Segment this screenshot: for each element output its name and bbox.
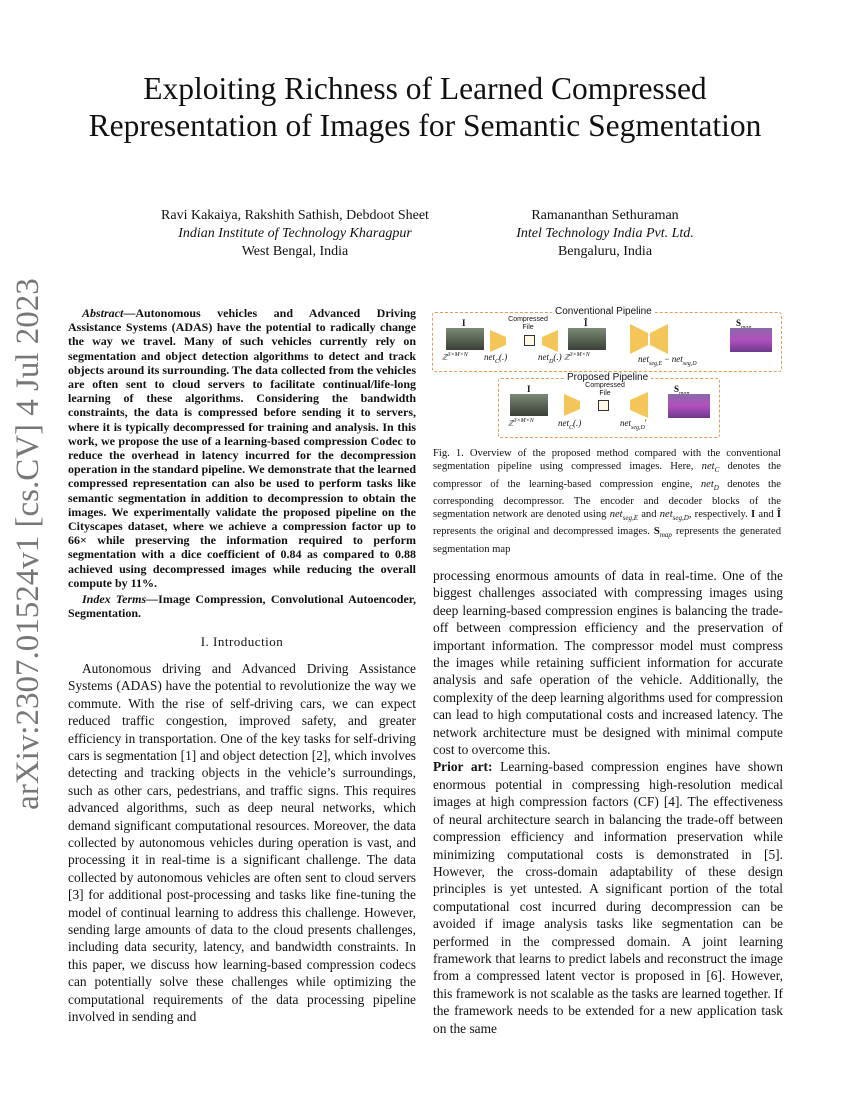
figure-caption: Fig. 1. Overview of the proposed method compared with the conventional segmentation pipeline using compressed images. Here, net$_C$ denotes the compressor of the learning-based compression engine, net$_D$ denotes the corresponding decompressor. The encoder and decoder blocks of the segmentation network are denoted using net$_{seg,E}$ and net$_{seg,D}$, respectively. I and Î represents the original and decompressed images. $S_{map}$ represents the generated segmentation map (433, 448, 781, 555)
proposed-seg-decoder-block (630, 392, 648, 418)
intro-paragraph: Autonomous driving and Advanced Driving Assistance Systems (ADAS) have the potential to revolutionize the way we commute. With the rise of self-driving cars, we can expect reduced traffic congestion, improved safety, and greater efficiency in transportation. One of the key tasks for self-driving cars is segmentation [1] and object detection [2], which involves detecting and tracking objects in the vehicle’s surroundings, such as other cars, pedestrians, and traffic signs. This requires advanced algorithms, such as deep neural networks, which demand significant computational resources. Moreover, the data collected by autonomous vehicles during operation is vast, and processing it in real-time is a significant challenge. The data collected by autonomous vehicles are often sent to cloud servers [3] for additional post-processing and tasks like fine-tuning the model of continual learning to address this challenge. However, sending large amounts of data to the cloud presents challenges, including data security, latency, and bandwidth constraints. In this paper, we discuss how learning-based compression codecs can potentially solve these challenges while optimizing the computational requirements of the data processing pipeline involved in sending and (68, 660, 416, 1024)
proposed-pipeline-label: Proposed Pipeline (564, 372, 651, 383)
compressed-file-box (524, 335, 535, 346)
input-domain (442, 352, 468, 362)
index-terms-label: Index Terms (82, 592, 147, 607)
seg-encoder-block (630, 324, 648, 354)
arxiv-sidebar-stamp: arXiv:2307.01524v1 [cs.CV] 4 Jul 2023 (10, 278, 46, 810)
net-c-label: net$_C$(.) (484, 352, 508, 365)
author-affiliation: Indian Institute of Technology Kharagpur (178, 226, 412, 241)
proposed-compressed-file-label: Compressed File (585, 382, 625, 397)
prior-art-paragraph (433, 758, 783, 1037)
caption-prefix: Fig. 1. (433, 448, 464, 459)
proposed-input-image (510, 394, 548, 416)
net-d-label: net$_D$(.) (538, 352, 562, 365)
proposed-compressed-file-box (598, 400, 609, 411)
input-image (446, 328, 484, 350)
section-heading: I. Introduction (200, 634, 284, 650)
segmap-label: S (736, 318, 742, 328)
net-d-block (542, 330, 558, 352)
domain-symbol: ℤ (442, 352, 448, 362)
author-names: Ravi Kakaiya, Rakshith Sathish, Debdoot Sheet (161, 208, 429, 223)
net-c-block (490, 330, 506, 352)
author-location: West Bengal, India (241, 244, 349, 259)
decompressed-image (568, 328, 606, 350)
proposed-segmap-image (668, 394, 710, 418)
paper-title: Exploiting Richness of Learned Compressed Representation of Images for Semantic Segmentation (88, 71, 762, 143)
abstract (68, 306, 416, 590)
author-affiliation: Intel Technology India Pvt. Ltd. (516, 226, 694, 241)
proposed-net-c-label: net$_C$(.) (558, 418, 582, 431)
proposed-net-seg-label: net$_{seg,D}$′ (620, 418, 647, 431)
proposed-segmap-label: S (674, 384, 680, 394)
decompressed-image-label: Î (584, 318, 588, 328)
seg-decoder-block (650, 324, 668, 354)
author-names: Ramananthan Sethuraman (531, 208, 679, 223)
segmap-image (730, 328, 772, 352)
compressed-file-label: Compressed File (508, 316, 548, 331)
left-column (68, 306, 416, 1025)
abstract-label: Abstract (82, 306, 124, 320)
abstract-text: —Autonomous vehicles and Advanced Driving Assistance Systems (ADAS) have the potential to radically change the way we travel. Many of such vehicles currently rely on segmentation and object detection algorithms to detect and track objects around its surrounding. The data collected from the vehicles are often sent to cloud servers to facilitate continual/life-long learning of these algorithms. Considering the bandwidth constraints, the data is compressed before sending it to servers, where it is typically decompressed for training and analysis. In this work, we propose the use of a learning-based compression Codec to reduce the overhead in latency incurred for the decompression operation in the standard pipeline. We demonstrate that the learned compressed representation can also be used to perform tasks like semantic segmentation in addition to decompression to obtain the images. We experimentally validate the proposed pipeline on the Cityscapes dataset, where we achieve a compression factor up to 66× while preserving the information required to perform segmentation with a dice coefficient of 0.84 as compared to 0.88 achieved using decompressed images while reducing the overall compute by 11%. (68, 306, 416, 590)
proposed-input-label: I (527, 384, 531, 394)
conventional-pipeline-label: Conventional Pipeline (552, 306, 655, 317)
decompressed-domain: ℤ$^{3\times M\times N}$ (564, 352, 590, 362)
right-paragraph-1: processing enormous amounts of data in real-time. One of the biggest challenges associated with compressing images using deep learning-based compression engines is balancing the trade-off between compression efficiency and the preservation of important information. The compressor model must compress the images while retaining sufficient information for accurate analysis and safe operation of the vehicle. Additionally, the complexity of the deep learning algorithms used for compression can lead to high computational costs and increased latency. The network architecture must be designed with minimal compute cost to overcome this. (433, 568, 783, 758)
author-block-2 (480, 207, 730, 261)
proposed-net-c-block (564, 394, 580, 416)
index-terms (68, 592, 416, 620)
figure-1 (432, 306, 784, 440)
right-column (433, 567, 783, 1037)
proposed-domain: ℤ$^{3\times M\times N}$ (508, 418, 534, 428)
net-seg-label: net$_{seg,E}$ − net$_{seg,D}$ (638, 354, 697, 367)
author-location: Bengaluru, India (557, 244, 653, 259)
prior-art-label: Prior art: (433, 759, 493, 775)
author-block-1 (120, 207, 470, 261)
domain-sup: 3×M×N (447, 352, 468, 358)
prior-art-text: Learning-based compression engines have shown enormous potential in compressing high-resolution medical images at high compression factors (CF) [4]. The effectiveness of neural architecture search in balancing the trade-off between compression efficiency and information preservation while minimizing computational costs is demonstrated in [5]. However, the cross-domain adaptability of these design principles is yet untested. A significant portion of the total computational cost incurred during decompression can be avoided if image analysis tasks like segmentation can be performed in the compressed domain. A joint learning framework that learns to predict labels and reconstruct the image from a compressed latent vector is proposed in [6]. However, this framework is not scalable as the tasks are learned together. If the framework needs to be extended for a new application task on the same (433, 759, 783, 1036)
input-image-label: I (462, 318, 466, 328)
index-terms-text: —Image Compression, Convolutional Autoencoder, Segmentation. (68, 592, 416, 621)
